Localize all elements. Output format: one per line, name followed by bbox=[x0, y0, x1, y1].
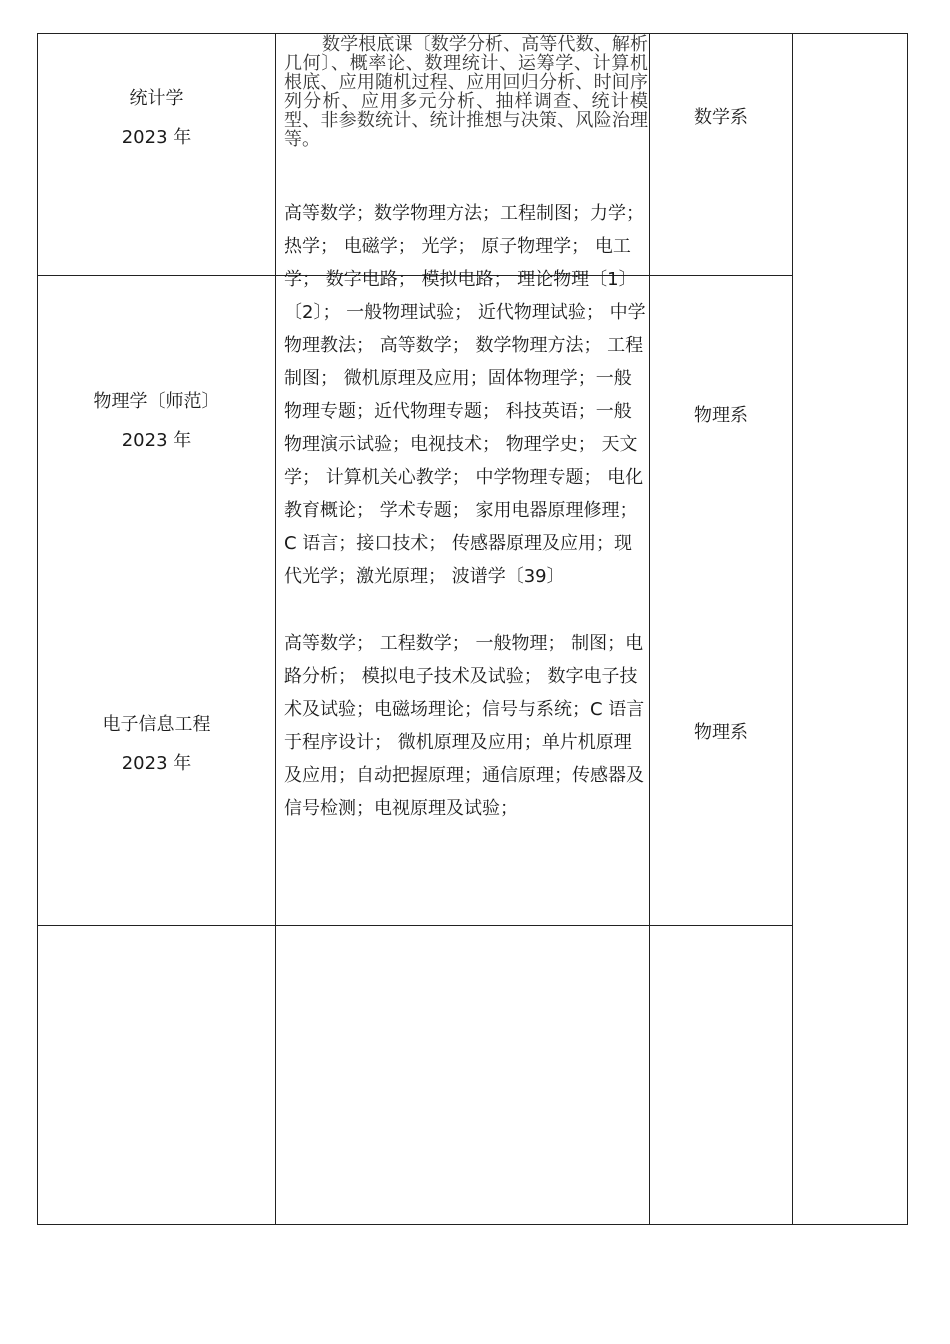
column-divider-1 bbox=[275, 33, 276, 1225]
table-left-border bbox=[37, 33, 38, 1225]
major-year: 2023 年 bbox=[121, 127, 192, 148]
column-divider-3 bbox=[792, 33, 793, 1225]
department-cell: 数学系 bbox=[694, 107, 748, 128]
row-divider-2 bbox=[37, 925, 793, 926]
column-divider-2 bbox=[649, 33, 650, 1225]
department-cell: 物理系 bbox=[694, 405, 748, 426]
course-list-electronics: 高等数学； 工程数学； 一般物理； 制图；电路分析； 模拟电子技术及试验； 数字电子技术及试验；电磁场理论；信号与系统；C 语言于程序设计； 微机原理及应用；单片机原理及应用；自动把握原理；通信原理；传感器及信号检测；电视原理及试验； bbox=[284, 633, 645, 819]
table-right-border bbox=[907, 33, 908, 1225]
major-name: 统计学 bbox=[129, 88, 184, 109]
table-bottom-border bbox=[37, 1224, 908, 1225]
course-list-statistics: 数学根底课〔数学分析、高等代数、解析几何〕、概率论、数理统计、运筹学、计算机根底、应用随机过程、应用回归分析、时间序列分析、应用多元分析、抽样调查、统计模型、非参数统计、统计推想与决策、风险治理等。 bbox=[284, 34, 648, 150]
major-year: 2023 年 bbox=[121, 430, 192, 451]
major-cell-electronics bbox=[38, 705, 275, 783]
course-list-physics: 高等数学；数学物理方法；工程制图；力学；热学； 电磁学； 光学； 原子物理学； 电工学； 数字电路； 模拟电路； 理论物理〔1〕〔2〕； 一般物理试验； 近代物理试验； 中学物理教法； 高等数学； 数学物理方法； 工程制图； 微机原理及应用；固体物理学；一般物理专题；近代物理专题； 科技英语；一般物理演示试验；电视技术； 物理学史； 天文学； 计算机关心教学； 中学物理专题； 电化教育概论； 学术专题； 家用电器原理修理； C 语言；接口技术； 传感器原理及应用；现代光学；激光原理； 波谱学〔39〕 bbox=[284, 203, 646, 587]
major-name: 电子信息工程 bbox=[102, 714, 211, 735]
department-cell: 物理系 bbox=[694, 722, 748, 743]
major-cell-physics bbox=[38, 382, 275, 460]
major-name: 物理学〔师范〕 bbox=[93, 391, 220, 412]
major-year: 2023 年 bbox=[121, 753, 192, 774]
major-cell-statistics bbox=[38, 79, 275, 157]
